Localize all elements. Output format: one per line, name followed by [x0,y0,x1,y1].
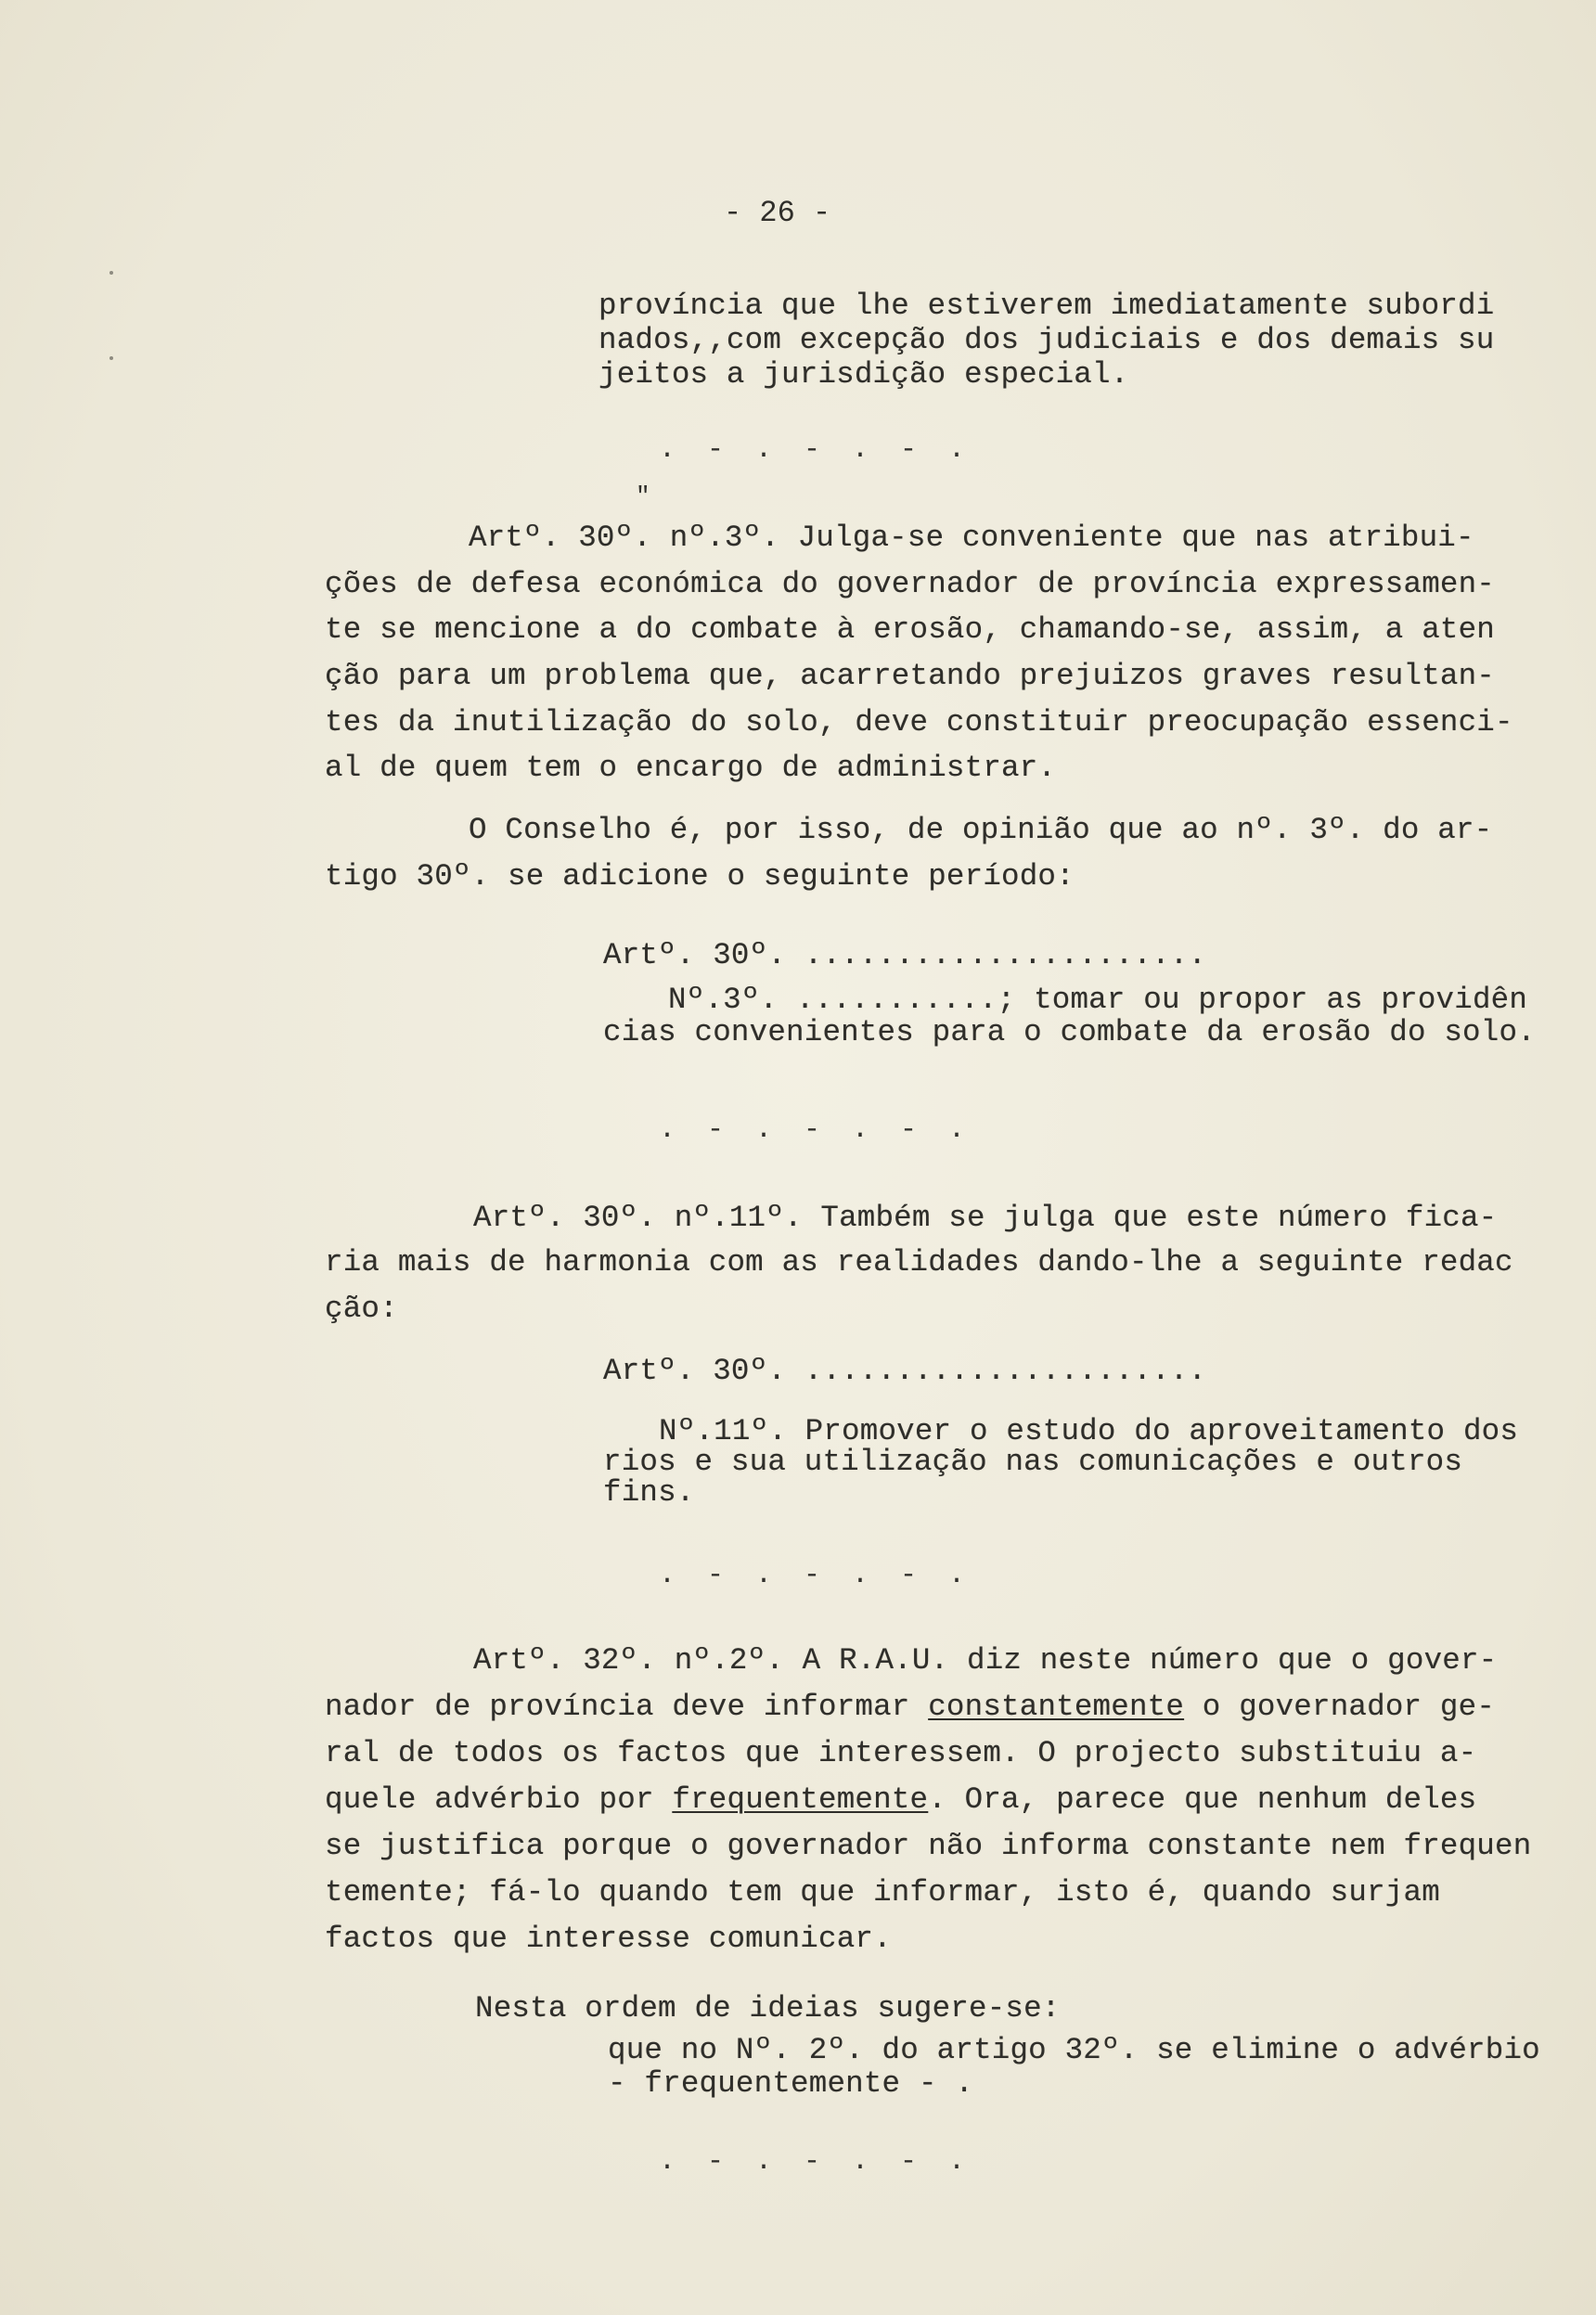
section-separator: . - . - . - . [659,2146,973,2178]
text-line: ções de defesa económica do governador de província expressamen- [325,567,1496,601]
text-line [325,1689,1495,1726]
text-line: se justifica porque o governador não informa constante nem frequen [325,1829,1532,1863]
text-line: tigo 30º. se adicione o seguinte período: [325,859,1075,894]
text-line: Nesta ordem de ideias sugere-se: [475,1991,1061,2026]
section-separator: . - . - . - . [659,434,973,466]
text-line: ral de todos os factos que interessem. O projecto substituiu a- [325,1736,1477,1770]
text-segment: nador de província deve informar [325,1690,929,1724]
text-line: ção: [325,1292,398,1326]
text-line: - frequentemente - . [608,2066,974,2101]
text-line: al de quem tem o encargo de administrar. [325,751,1057,785]
text-segment: quele advérbio por [325,1782,673,1817]
quoted-line: Nº.11º. Promover o estudo do aproveitamento dos [659,1414,1519,1448]
text-line: temente; fá-lo quando tem que informar, isto é, quando surjam [325,1875,1440,1910]
text-line: ção para um problema que, acarretando prejuizos graves resultan- [325,659,1496,693]
quoted-line: Artº. 30º. ...................... [603,1354,1207,1388]
paper-speck [109,271,113,275]
text-line: tes da inutilização do solo, deve constituir preocupação essenci- [325,705,1513,740]
text-segment: . Ora, parece que nenhum deles [928,1782,1477,1817]
text-line: Artº. 30º. nº.3º. Julga-se conveniente que nas atribui- [469,521,1474,555]
text-line: factos que interesse comunicar. [325,1922,892,1956]
underlined-word: constantemente [928,1690,1185,1724]
text-line: Artº. 30º. nº.11º. Também se julga que este número fica- [473,1201,1498,1235]
text-line: província que lhe estiverem imediatamente subordi [598,289,1495,323]
quoted-line: cias convenientes para o combate da erosão do solo. [603,1015,1536,1049]
quoted-line: Artº. 30º. ...................... [603,938,1207,972]
section-separator: . - . - . - . [659,1114,973,1146]
page-number: - 26 - [724,196,831,230]
text-line: O Conselho é, por isso, de opinião que ao nº. 3º. do ar- [469,813,1493,847]
stray-mark: " [636,482,650,510]
text-line: que no Nº. 2º. do artigo 32º. se elimine o advérbio [608,2033,1540,2067]
text-segment: o governador ge- [1184,1690,1496,1724]
text-line: Artº. 32º. nº.2º. A R.A.U. diz neste número que o gover- [473,1643,1498,1678]
quoted-line: rios e sua utilização nas comunicações e outros [603,1445,1463,1479]
quoted-line: Nº.3º. ...........; tomar ou propor as providên [668,983,1528,1017]
text-line: nados,,com excepção dos judiciais e dos demais su [598,323,1495,357]
text-line: te se mencione a do combate à erosão, chamando-se, assim, a aten [325,612,1496,647]
text-line: ria mais de harmonia com as realidades dando-lhe a seguinte redac [325,1245,1513,1280]
section-separator: . - . - . - . [659,1560,973,1591]
quoted-line: fins. [603,1475,695,1510]
text-line: jeitos a jurisdição especial. [598,357,1129,392]
text-line [325,1781,1476,1819]
underlined-word: frequentemente [672,1782,929,1817]
paper-speck [109,356,113,360]
